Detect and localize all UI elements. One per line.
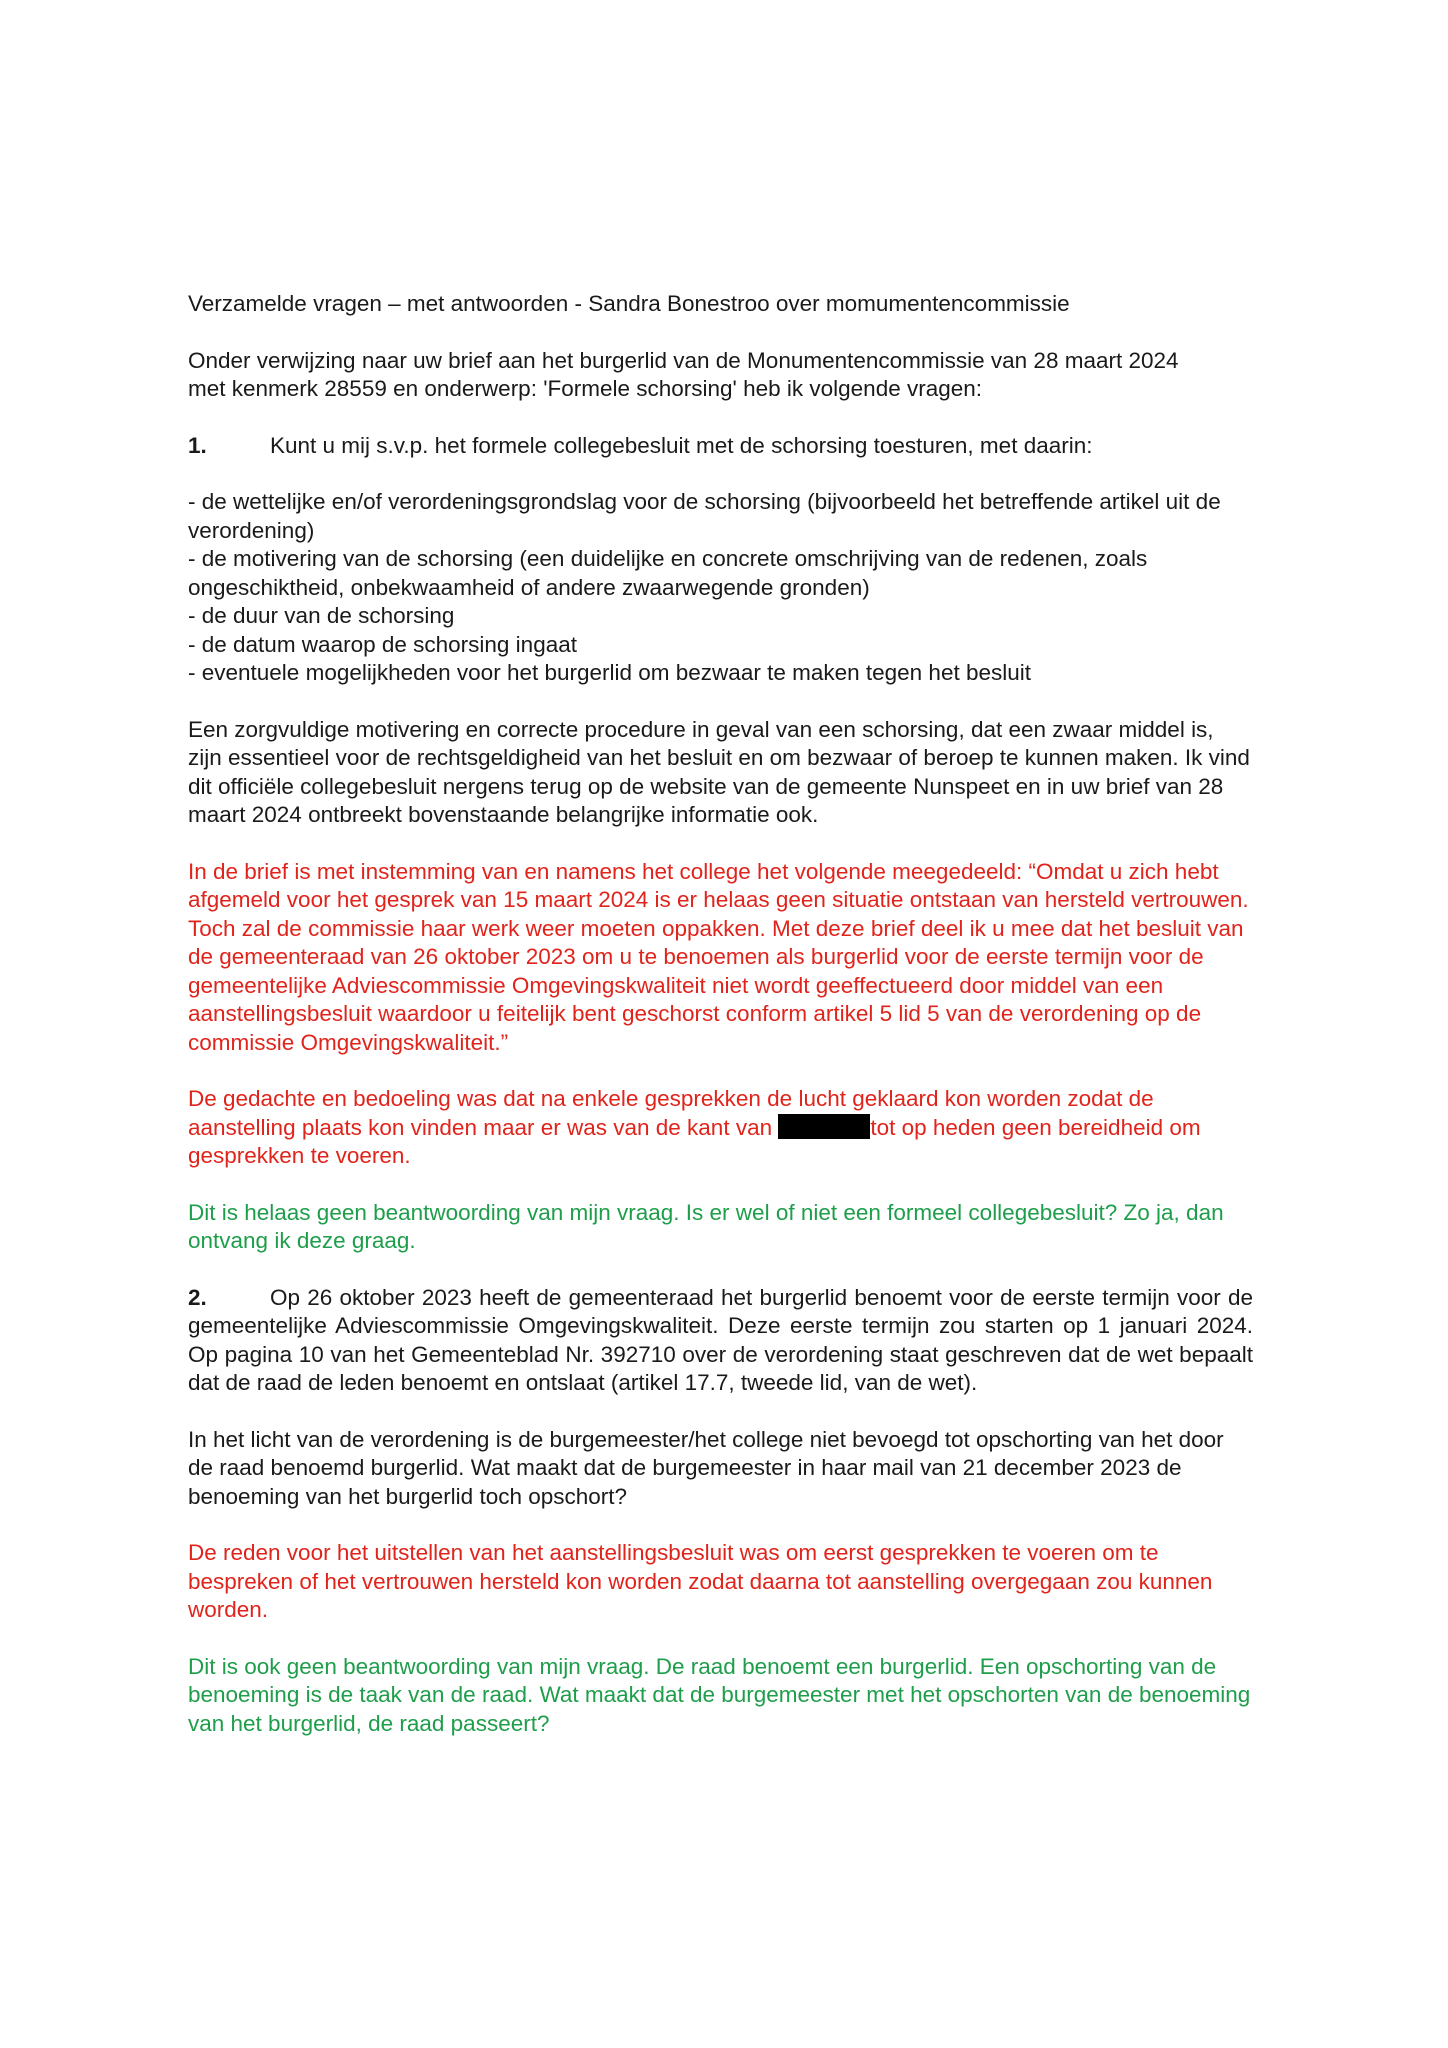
document-title: Verzamelde vragen – met antwoorden - Sandra Bonestroo over momumentencommissie	[188, 291, 1070, 316]
question-2	[188, 1284, 1253, 1398]
question-2-paragraph: In het licht van de verordening is de burgemeester/het college niet bevoegd tot opschorting van het door de raad benoemd burgerlid. Wat maakt dat de burgemeester in haar mail van 21 december 2023 de benoeming van het burgerlid toch opschort?	[188, 1426, 1224, 1509]
question-1-answer-1: In de brief is met instemming van en namens het college het volgende meegedeeld: “Omdat u zich hebt afgemeld voor het gesprek van 15 maart 2024 is er helaas geen situatie ontstaan van hersteld vertrouwen. Toch zal de commissie haar werk weer moeten oppakken. Met deze brief deel ik u mee dat het besluit van de gemeenteraad van 26 oktober 2023 om u te benoemen als burgerlid voor de eerste termijn voor de gemeentelijke Adviescommissie Omgevingskwaliteit niet wordt geeffectueerd door middel van een aanstellingsbesluit waardoor u feitelijk bent geschorst conform artikel 5 lid 5 van de verordening op de commissie Omgevingskwaliteit.”	[188, 858, 1249, 1055]
question-2-reaction: Dit is ook geen beantwoording van mijn vraag. De raad benoemt een burgerlid. Een opschorting van de benoeming is de taak van de raad. Wat maakt dat de burgemeester met het opschorten van de benoeming van het burgerlid, de raad passeert?	[188, 1653, 1251, 1736]
question-2-text: Op 26 oktober 2023 heeft de gemeenteraad het burgerlid benoemt voor de eerste termijn voor de gemeentelijke Adviescommissie Omgevingskwaliteit. Deze eerste termijn zou starten op 1 januari 2024. Op pagina 10 van het Gemeenteblad Nr. 392710 over de verordening staat geschreven dat de wet bepaalt dat de raad de leden benoemt en ontslaat (artikel 17.7, tweede lid, van de wet).	[188, 1284, 1253, 1395]
list-item: - de wettelijke en/of verordeningsgrondslag voor de schorsing (bijvoorbeeld het betreffende artikel uit de verordening)	[188, 489, 1221, 543]
question-2-answer: De reden voor het uitstellen van het aanstellingsbesluit was om eerst gesprekken te voeren om te bespreken of het vertrouwen hersteld kon worden zodat daarna tot aanstelling overgegaan zou kunnen worden.	[188, 1540, 1213, 1622]
list-item: - de datum waarop de schorsing ingaat	[188, 631, 577, 657]
question-1-number: 1.	[188, 432, 207, 458]
answer-2-text-after: tot op heden geen bereidheid om gesprekken te voeren.	[188, 1114, 1201, 1168]
list-item: - eventuele mogelijkheden voor het burgerlid om bezwaar te maken tegen het besluit	[188, 660, 1032, 685]
question-1	[188, 432, 1253, 461]
question-1-answer-2	[188, 1085, 1253, 1171]
question-2-number: 2.	[188, 1284, 207, 1310]
answer-2-text-before: De gedachte en bedoeling was dat na enkele gesprekken de lucht geklaard kon worden zodat de aanstelling plaats kon vinden maar er was van de kant van	[188, 1086, 1154, 1140]
question-1-list	[188, 488, 1253, 688]
question-1-text: Kunt u mij s.v.p. het formele collegebesluit met de schorsing toesturen, met daarin:	[270, 432, 1093, 458]
intro-paragraph	[188, 347, 1253, 404]
list-item: - de duur van de schorsing	[188, 603, 455, 628]
document-page	[188, 290, 1253, 1738]
question-1-reaction: Dit is helaas geen beantwoording van mijn vraag. Is er wel of niet een formeel collegebesluit? Zo ja, dan ontvang ik deze graag.	[188, 1199, 1224, 1253]
intro-line-2: met kenmerk 28559 en onderwerp: 'Formele schorsing' heb ik volgende vragen:	[188, 376, 983, 401]
list-item: - de motivering van de schorsing (een duidelijke en concrete omschrijving van de redenen, zoals ongeschiktheid, onbekwaamheid of andere zwaarwegende gronden)	[188, 546, 1148, 600]
intro-line-1: Onder verwijzing naar uw brief aan het burgerlid van de Monumentencommissie van 28 maart 2024	[188, 347, 1179, 373]
redaction-block	[778, 1114, 870, 1139]
question-1-paragraph: Een zorgvuldige motivering en correcte procedure in geval van een schorsing, dat een zwaar middel is, zijn essentieel voor de rechtsgeldigheid van het besluit en om bezwaar of beroep te kunnen maken. Ik vind dit officiële collegebesluit nergens terug op de website van de gemeente Nunspeet en in uw brief van 28 maart 2024 ontbreekt bovenstaande belangrijke informatie ook.	[188, 716, 1250, 827]
